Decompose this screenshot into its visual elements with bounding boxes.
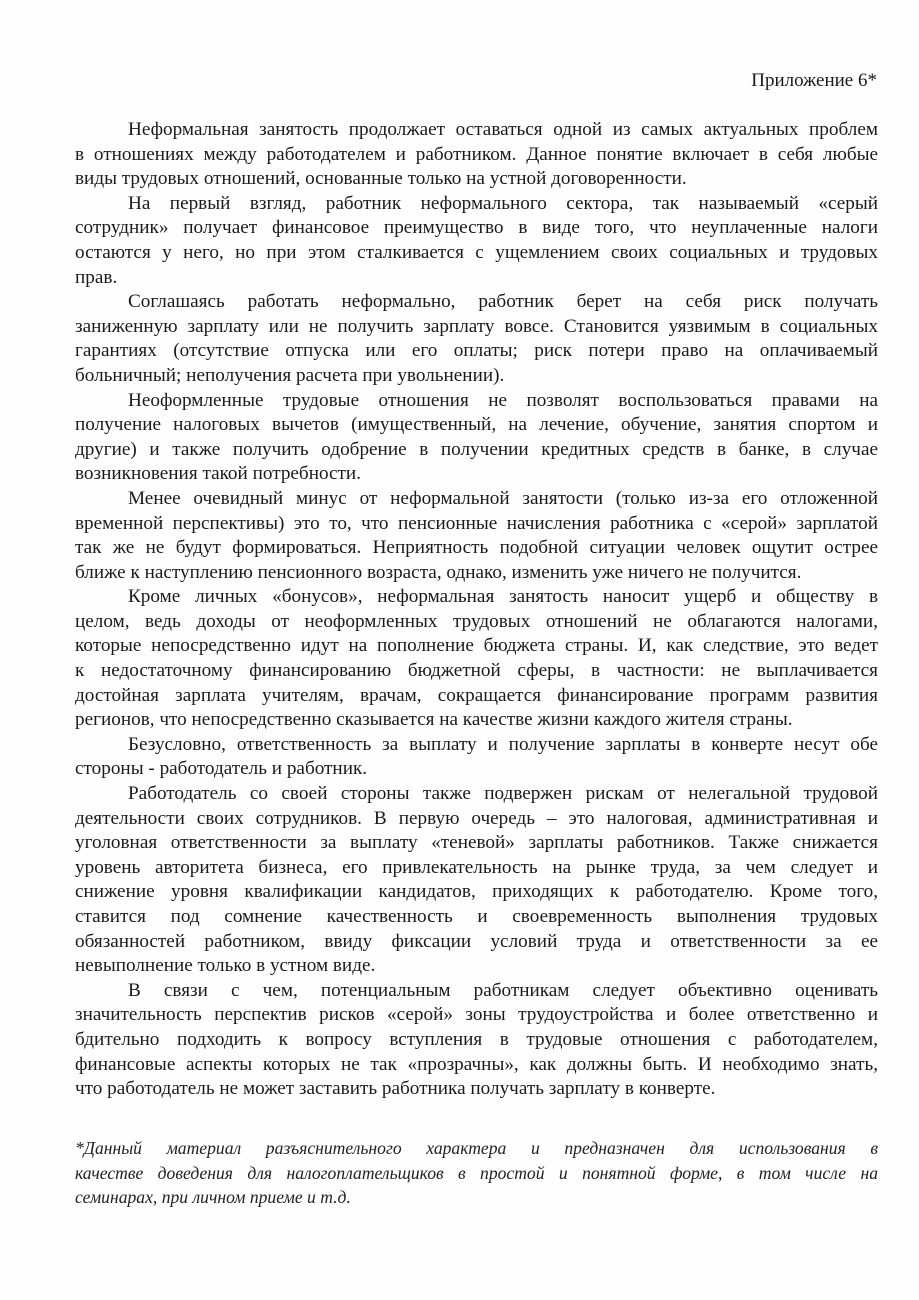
text-line: остаются у него, но при этом сталкивается с ущемлением своих социальных и трудовых (75, 241, 878, 263)
text-line: Кроме личных «бонусов», неформальная занятость наносит ущерб и обществу в (128, 586, 878, 608)
footnote-line: *Данный материал разъяснительного характера и предназначен для использования в (75, 1138, 878, 1158)
text-line: стороны - работодатель и работник. (75, 758, 368, 780)
paragraph (75, 782, 878, 979)
text-line: Работодатель со своей стороны также подвержен рискам от нелегальной трудовой (128, 783, 878, 805)
paragraph (75, 118, 878, 192)
text-line: прав. (75, 266, 118, 288)
text-line: снижение уровня квалификации кандидатов, приходящих к работодателю. Кроме того, (75, 881, 878, 903)
paragraph (75, 733, 878, 782)
paragraph (75, 290, 878, 388)
text-line: Неоформленные трудовые отношения не позволят воспользоваться правами на (128, 389, 878, 411)
text-line: получение налоговых вычетов (имущественный, на лечение, обучение, занятия спортом и (75, 414, 878, 436)
footnote (75, 1136, 878, 1210)
text-line: ставится под сомнение качественность и своевременность выполнения трудовых (75, 906, 878, 927)
text-line: Соглашаясь работать неформально, работник берет на себя риск получать (128, 291, 878, 313)
appendix-label: Приложение 6* (751, 70, 877, 91)
text-line: достойная зарплата учителям, врачам, сокращается финансирование программ развития (75, 684, 878, 706)
paragraph (75, 487, 878, 585)
paragraph (75, 585, 878, 733)
text-line: регионов, что непосредственно сказывается на качестве жизни каждого жителя страны. (75, 709, 793, 731)
text-line: виды трудовых отношений, основанные только на устной договоренности. (75, 168, 687, 190)
text-line: уголовная ответственности за выплату «теневой» зарплаты работников. Также снижается (75, 832, 878, 854)
text-line: Неформальная занятость продолжает оставаться одной из самых актуальных проблем (128, 119, 878, 140)
text-line: заниженную зарплату или не получить зарплату вовсе. Становится уязвимым в социальных (75, 315, 878, 337)
footnote-line: качестве доведения для налогоплательщиков в простой и понятной форме, в том числе на (75, 1162, 878, 1183)
text-line: которые непосредственно идут на пополнение бюджета страны. И, как следствие, это ведет (75, 635, 878, 657)
text-line: В связи с чем, потенциальным работникам следует объективно оценивать (128, 979, 878, 1001)
text-line: ближе к наступлению пенсионного возраста, однако, изменить уже ничего не получится. (75, 561, 802, 583)
text-line: Безусловно, ответственность за выплату и получение зарплаты в конверте несут обе (128, 733, 878, 755)
text-line: На первый взгляд, работник неформального сектора, так называемый «серый (128, 192, 878, 214)
text-line: к недостаточному финансированию бюджетной сферы, в частности: не выплачивается (75, 660, 878, 682)
text-line: обязанностей работником, ввиду фиксации условий труда и ответственности за ее (75, 930, 878, 952)
text-line: что работодатель не может заставить работника получать зарплату в конверте. (75, 1078, 716, 1100)
text-line: временной перспективы) это то, что пенсионные начисления работника с «серой» зарплатой (75, 512, 878, 534)
text-line: возникновения такой потребности. (75, 463, 361, 485)
text-line: гарантиях (отсутствие отпуска или его оплаты; риск потери право на оплачиваемый (75, 340, 878, 362)
text-line: больничный; неполучения расчета при увольнении). (75, 364, 505, 386)
text-line: целом, ведь доходы от неоформленных трудовых отношений не облагаются налогами, (75, 610, 878, 632)
paragraph (75, 979, 878, 1102)
text-line: так же не будут формироваться. Неприятность подобной ситуации человек ощутит острее (75, 537, 878, 559)
text-line: деятельности своих сотрудников. В первую очередь – это налоговая, административная и (75, 807, 878, 829)
text-line: в отношениях между работодателем и работником. Данное понятие включает в себя любые (75, 143, 878, 165)
text-line: финансовые аспекты которых не так «прозрачны», как должны быть. И необходимо знать, (75, 1053, 878, 1075)
text-line: бдительно подходить к вопросу вступления в трудовые отношения с работодателем, (75, 1028, 878, 1050)
text-line: значительность перспектив рисков «серой» зоны трудоустройства и более ответственно и (75, 1004, 878, 1026)
document-body (75, 118, 878, 1102)
text-line: сотрудник» получает финансовое преимущество в виде того, что неуплаченные налоги (75, 217, 878, 239)
text-line: другие) и также получить одобрение в получении кредитных средств в банке, в случае (75, 438, 878, 460)
paragraph (75, 389, 878, 487)
text-line: невыполнение только в устном виде. (75, 955, 376, 977)
text-line: Менее очевидный минус от неформальной занятости (только из-за его отложенной (128, 487, 878, 509)
text-line: уровень авторитета бизнеса, его привлекательность на рынке труда, за чем следует и (75, 856, 878, 878)
paragraph (75, 192, 878, 290)
footnote-line: семинарах, при личном приеме и т.д. (75, 1187, 351, 1207)
